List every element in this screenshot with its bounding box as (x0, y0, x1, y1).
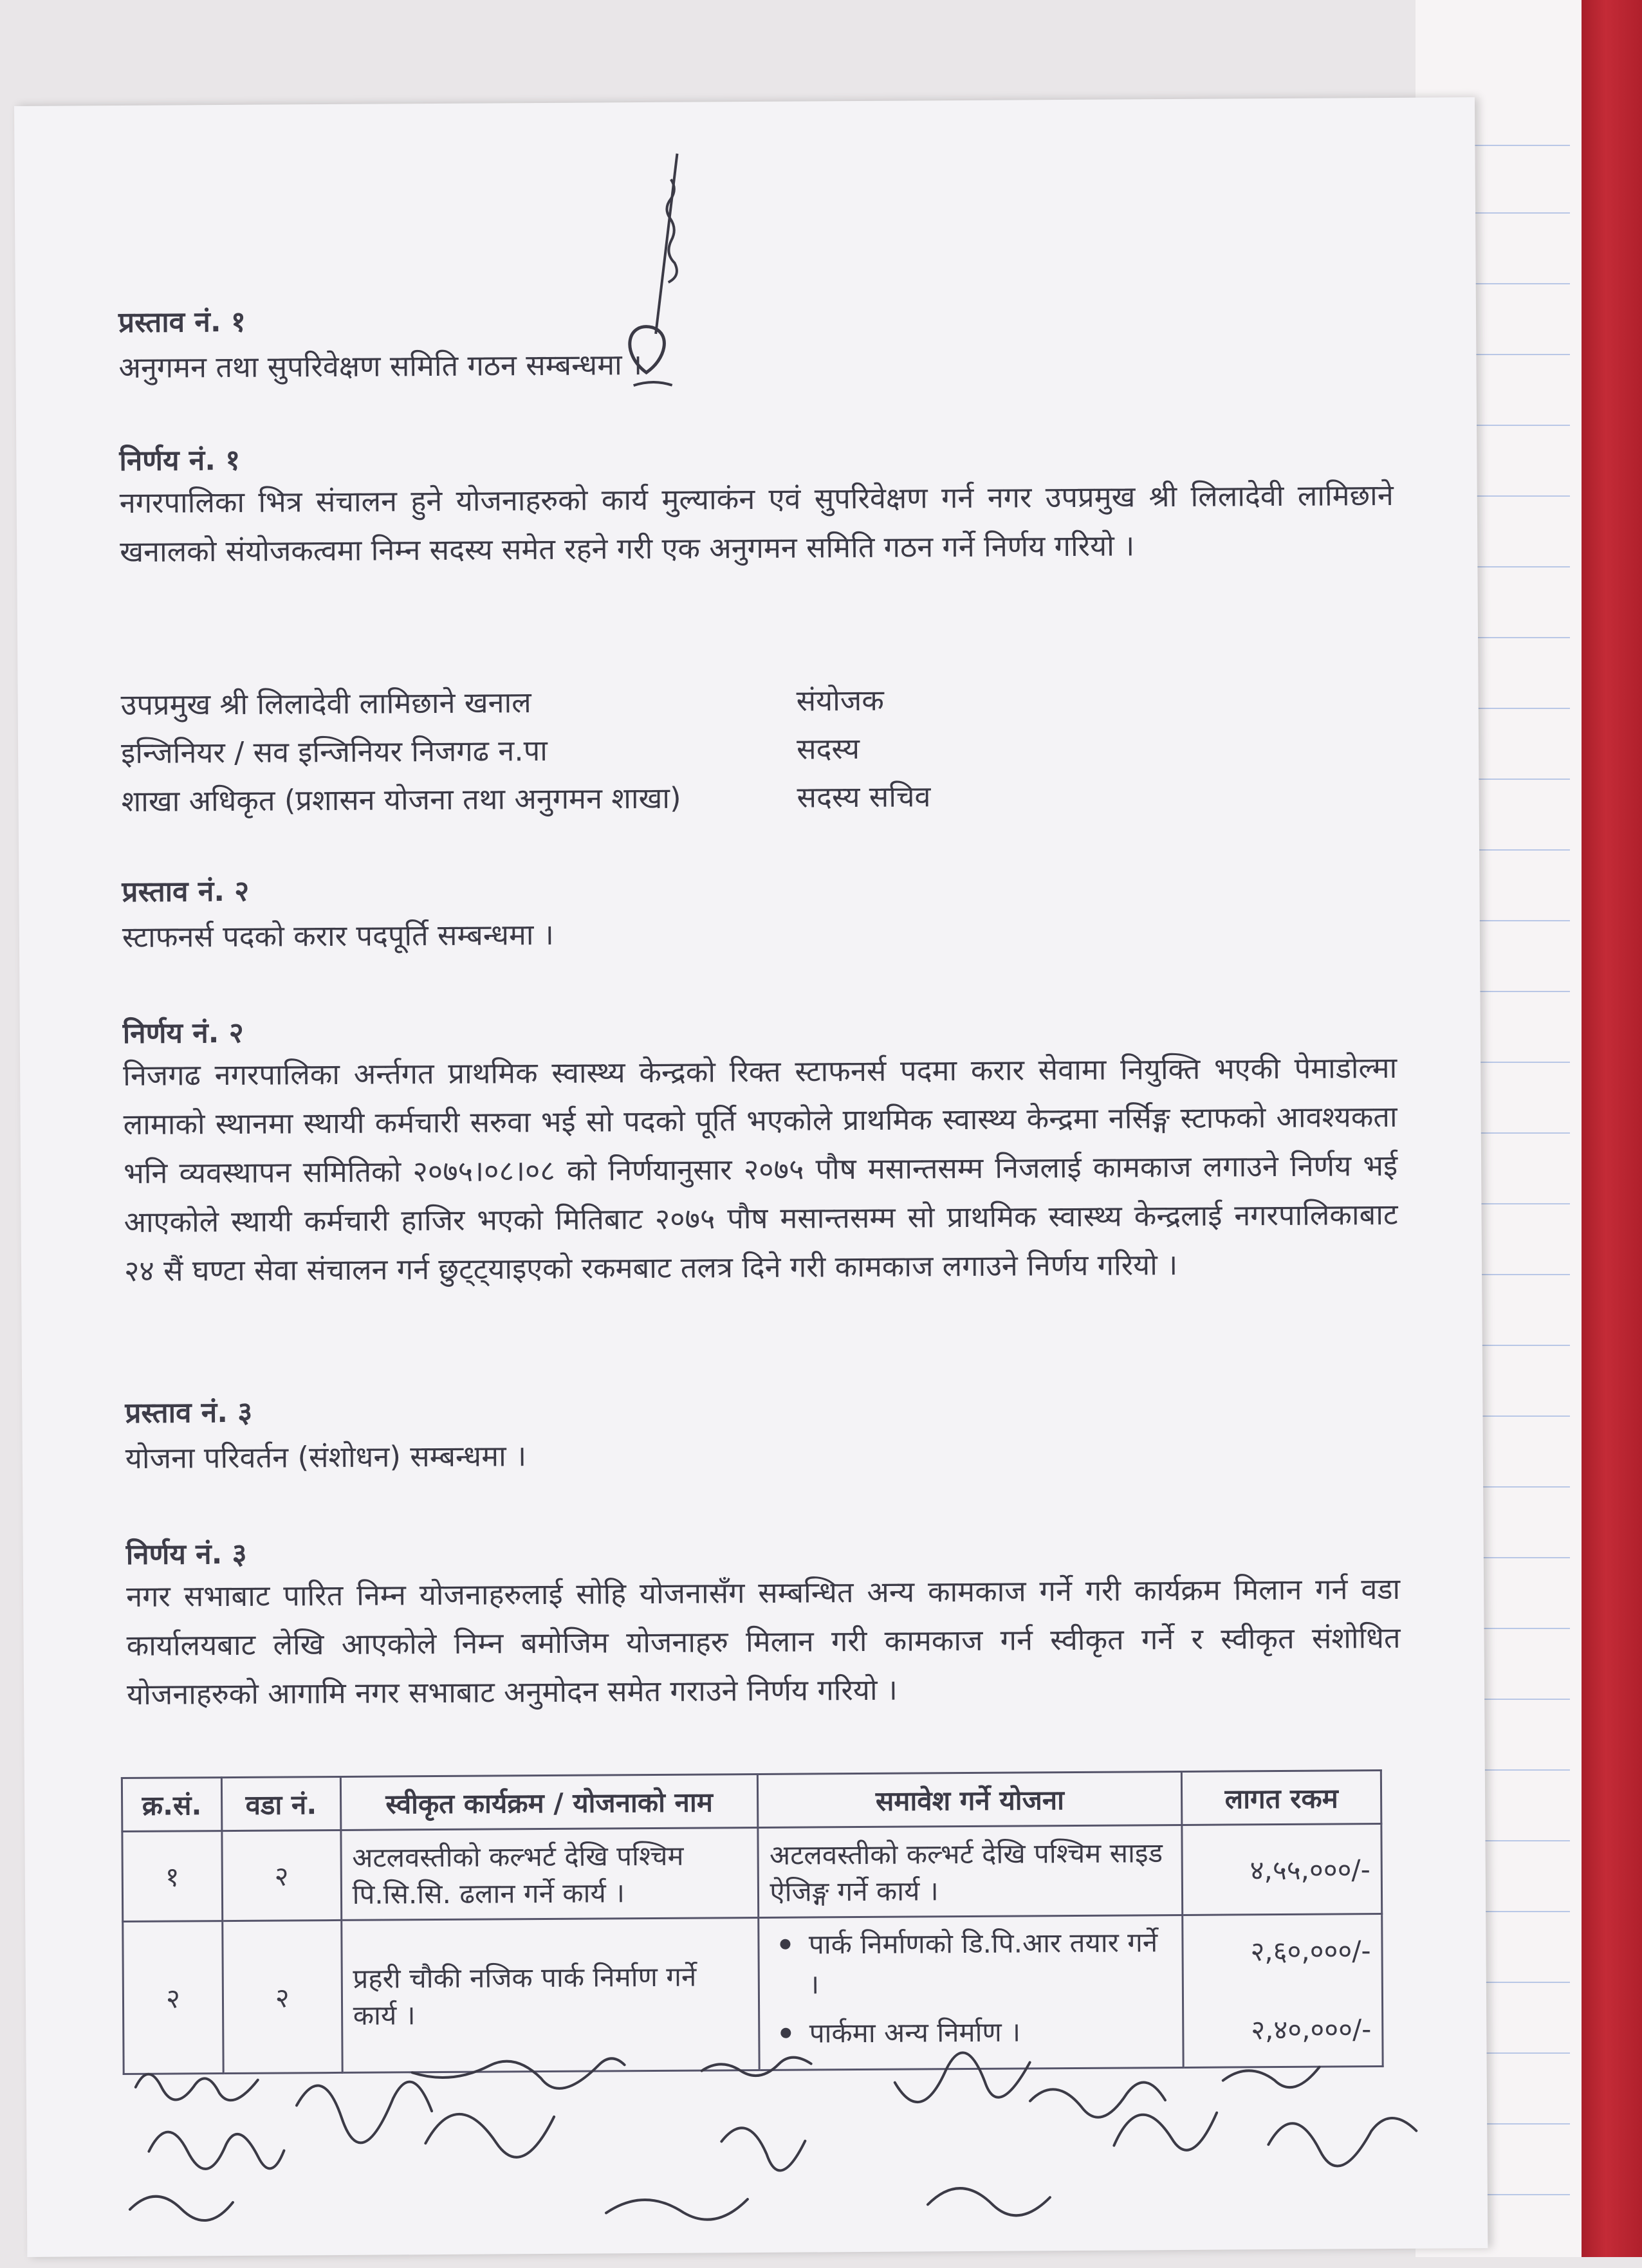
committee-member-row (121, 725, 1395, 778)
proposal-3-subject: योजना परिवर्तन (संशोधन) सम्बन्धमा । (125, 1439, 527, 1475)
document-content (117, 98, 1401, 2049)
decision-3-heading: निर्णय नं. ३ (125, 1537, 247, 1571)
cost-value: २,४०,०००/- (1251, 2013, 1372, 2046)
decision-1-text: नगरपालिका भित्र संचालन हुने योजनाहरुको कार्य मुल्याकंन एवं सुपरिवेक्षण गर्न नगर उपप्रमुख श्री लिलादेवी लामिछाने खनालको संयोजकत्वमा निम्न सदस्य समेत रहने गरी एक अनुगमन समिति गठन गर्ने निर्णय गरियो । (119, 477, 1394, 569)
serial-cell: २ (123, 1921, 223, 2074)
cost-cell: ४,५५,०००/- (1182, 1824, 1382, 1915)
member-name: उपप्रमुख श्री लिलादेवी लामिछाने खनाल (120, 685, 531, 723)
table-header-cell: समावेश गर्ने योजना (758, 1771, 1182, 1827)
included-plan-item: पार्कमा अन्य निर्माण । (771, 2011, 1172, 2054)
signatures (26, 2040, 1488, 2268)
cost-value: २,६०,०००/- (1250, 1935, 1371, 1968)
ward-cell: २ (223, 1920, 342, 2073)
member-name: शाखा अधिकृत (प्रशासन योजना तथा अनुगमन शाखा) (121, 780, 681, 819)
ward-cell: २ (222, 1830, 342, 1921)
included-plan-item: पार्क निर्माणको डि.पि.आर तयार गर्ने । (770, 1922, 1172, 2005)
included-plan-cell: अटलवस्तीको कल्भर्ट देखि पश्चिम साइड ऐजिङ्ग गर्ने कार्य । (758, 1825, 1183, 1917)
member-name: इन्जिनियर / सव इन्जिनियर निजगढ न.पा (120, 733, 548, 771)
proposal-1-subject: अनुगमन तथा सुपरिवेक्षण समिति गठन सम्बन्धमा । (118, 347, 643, 385)
proposal-2-heading: प्रस्ताव नं. २ (122, 874, 250, 908)
program-cell: अटलवस्तीको कल्भर्ट देखि पश्चिम पि.सि.सि. ढलान गर्ने कार्य । (341, 1827, 759, 1920)
decision-1-heading: निर्णय नं. १ (119, 443, 241, 478)
decision-3-text: नगर सभाबाट पारित निम्न योजनाहरुलाई सोहि योजनासँग सम्बन्धित अन्य कामकाज गर्ने गरी कार्यक्रम मिलान गर्न वडा कार्यालयबाट लेखि आएकोले निम्न बमोजिम योजनाहरु मिलान गरी कामकाज गर्न स्वीकृत गर्ने र स्वीकृत संशोधित योजनाहरुको आगामि नगर सभाबाट अनुमोदन समेत गराउने निर्णय गरियो । (125, 1571, 1401, 1711)
document-page (14, 97, 1488, 2257)
table-header-cell: लागत रकम (1182, 1771, 1381, 1825)
proposal-1-heading: प्रस्ताव नं. १ (118, 305, 246, 340)
proposal-2-subject: स्टाफनर्स पदको करार पदपूर्ति सम्बन्धमा । (122, 917, 555, 954)
decision-2-heading: निर्णय नं. २ (122, 1016, 244, 1050)
committee-member-row (120, 677, 1394, 730)
member-role: संयोजक (796, 683, 884, 718)
table-header-cell: क्र.सं. (122, 1778, 221, 1832)
table-row (122, 1824, 1382, 1922)
member-role: सदस्य (796, 731, 860, 766)
serial-cell: १ (122, 1831, 223, 1922)
table-header-cell: स्वीकृत कार्यक्रम / योजनाको नाम (340, 1774, 758, 1830)
table-header-row (122, 1771, 1381, 1832)
member-role: सदस्य सचिव (797, 779, 931, 815)
proposal-3-heading: प्रस्ताव नं. ३ (125, 1396, 253, 1430)
decision-2-text: निजगढ नगरपालिका अर्न्तगत प्राथमिक स्वास्थ्य केन्द्रको रिक्त स्टाफनर्स पदमा करार सेवामा नियुक्ति भएकी पेमाडोल्मा लामाको स्थानमा स्थायी कर्मचारी सरुवा भई सो पदको पूर्ति भएकोले प्राथमिक स्वास्थ्य केन्द्रमा नर्सिङ्ग स्टाफको आवश्यकता भनि व्यवस्थापन समितिको २०७५।०८।०८ को निर्णयानुसार २०७५ पौष मसान्तसम्म निजलाई कामकाज लगाउने निर्णय भई आएकोले स्थायी कर्मचारी हाजिर भएको मितिबाट २०७५ पौष मसान्तसम्म सो प्राथमिक स्वास्थ्य केन्द्रलाई नगरपालिकाबाट २४ सैं घण्टा सेवा संचालन गर्न छुट्ट्याइएको रकमबाट तलत्र दिने गरी कामकाज लगाउने निर्णय गरियो । (123, 1050, 1398, 1288)
plan-table (121, 1769, 1384, 2075)
table-header-cell: वडा नं. (221, 1776, 340, 1830)
program-cell: प्रहरी चौकी नजिक पार्क निर्माण गर्ने कार्य । (341, 1917, 759, 2072)
red-binding (1582, 0, 1642, 2257)
committee-member-row (121, 773, 1395, 826)
